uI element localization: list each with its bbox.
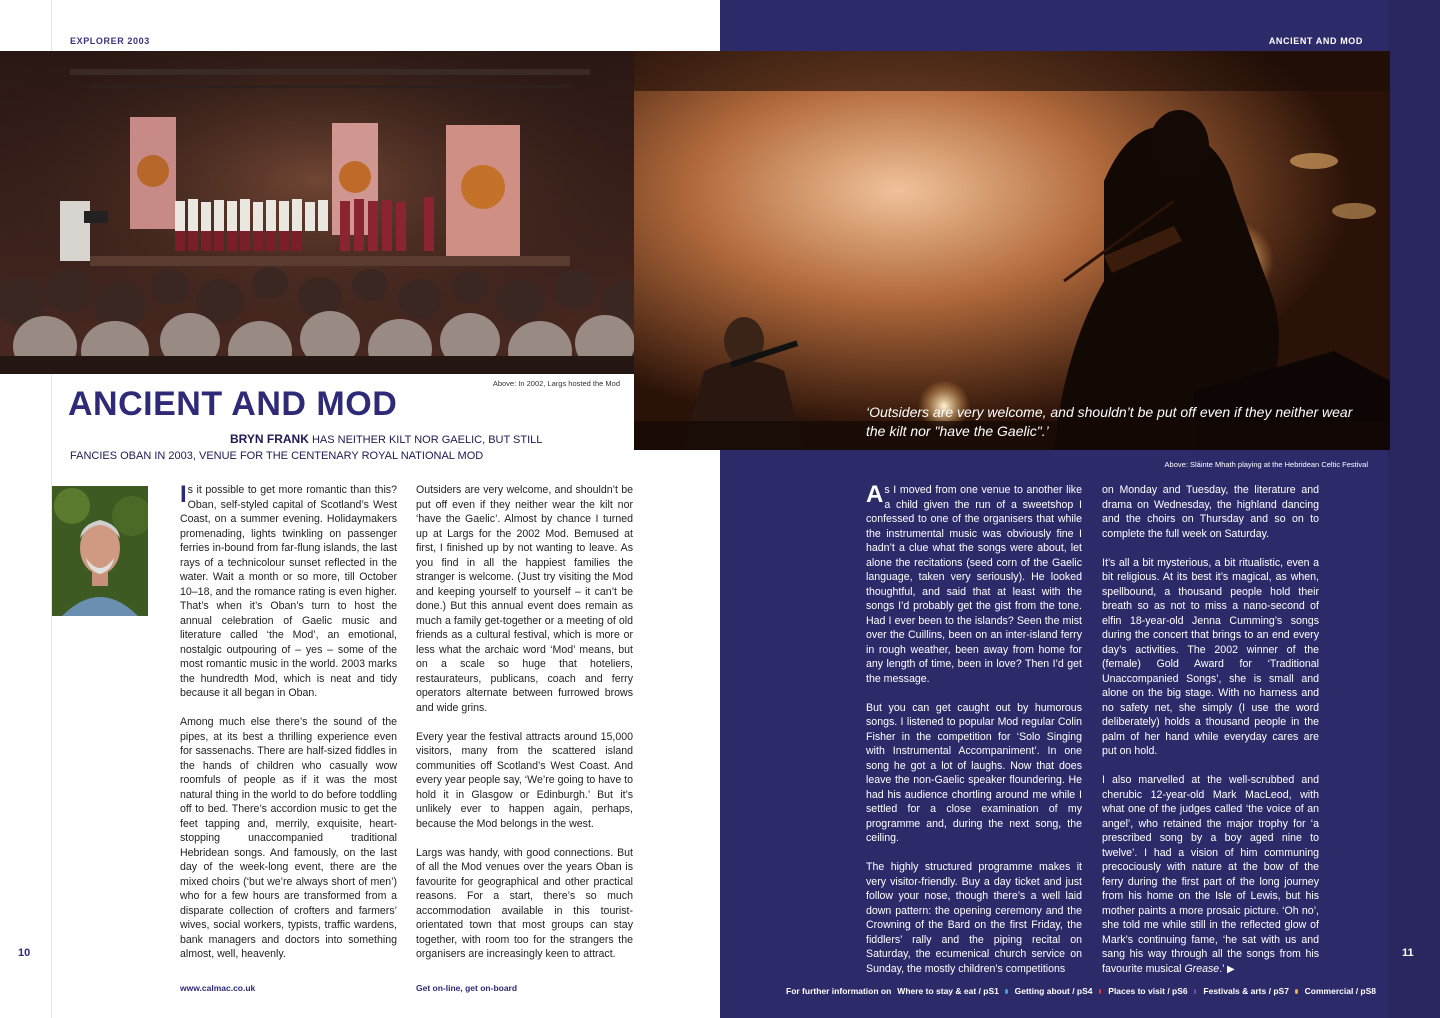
author-portrait [52,486,148,616]
standfirst [70,431,574,464]
fiddler-stage-photo [634,51,1390,450]
article-column-3 [866,483,1082,991]
right-page-edge [1388,0,1440,1018]
paragraph: Outsiders are very welcome, and shouldn’t be put off even if they neither wear the kilt nor ‘have the Gaelic’. Almost by chance I turned up at Largs for the 2002 Mod. Bemused at first, I finished up by not wanting to leave. As you find in all the happiest families the stranger is welcome. (Just try visiting the Mod and keeping yourself to yourself – it can’t be done.) But this annual event does remain as much a family get-together or a meeting of old friends as a cultural festival, which is more or less what the archaic word ‘Mod’ means, but on a scale so huge that hoteliers, restaurateurs, publicans, coach and ferry operators alternate between furrowed brows and wide grins. [416,484,633,714]
page-number-left: 10 [18,947,31,959]
paragraph: As I moved from one venue to another like a child given the run of a sweetshop I confessed to one of the organisers that while the instrumental music was obviously fine I hadn’t a clue what the songs were about, let alone the recitations (seed corn of the Gaelic language, taken very seriously). He looked thoughtful, and said that at least with the songs I’d probably get the gist from the tone. Had I ever been to the islands? Seen the mist over the Cuillins, been on an inter-island ferry in rough weather, been away from home for any length of time, been in love? Then I’d get the message. [866,481,1082,685]
paragraph: Among much else there’s the sound of the pipes, at its best a thrilling experience even for sassenachs. There are half-sized fiddles in the hands of children who casually wow roomfuls of people as if it was the most natural thing in the world to do before toddling off to bed. There’s accordion music to get the feet tapping and, merrily, exquisite, heart-stopping unaccompanied traditional Hebridean songs. And famously, on the last day of the week-long event, there are the mixed choirs (‘but we’re always short of men’) who for a few hours are transformed from a disparate collection of crofters and farmers’ wives, social workers, typists, traffic wardens, bank managers and doctors into something almost, well, heavenly. [180,716,397,960]
paragraph: It’s all a bit mysterious, a bit ritualistic, even a bit religious. At its best it’s magical, as when, spellbound, a thousand people hold their breath so as not to miss a nano-second of elfin 18-year-old Jenna Cumming’s songs during the concert that brings to an end every day’s activities. The 2002 winner of the (female) Gold Award for ‘Traditional Unaccompanied Songs’, she is small and alone on the big stage. With no harness and no safety net, she simply (I use the word deliberately) holds a thousand people in the palm of her hand while everyday cares are put on hold. [1102,556,1319,757]
footer-nav-getting-about[interactable]: Getting about / pS4 [1014,986,1093,996]
photo-caption-left: Above: In 2002, Largs hosted the Mod [492,379,620,388]
drop-cap: I [180,481,187,508]
page-number-right: 11 [1402,947,1414,959]
bullet-icon [1005,989,1008,994]
bullet-icon [1099,989,1102,994]
title-word-and: AND [231,385,307,423]
footer-website-link[interactable]: www.calmac.co.uk [180,983,256,993]
author-name: BRYN FRANK [230,432,309,446]
footer-nav-lead: For further information on [786,986,892,996]
running-header-right: ANCIENT AND MOD [1268,36,1363,46]
title-word-ancient: ANCIENT [68,385,223,423]
article-title [68,385,397,424]
bullet-icon [1295,989,1298,994]
standfirst-text: HAS NEITHER KILT NOR GAELIC, BUT STILL FANCIES OBAN IN 2003, VENUE FOR THE CENTENARY ROYAL NATIONAL MOD [70,434,542,462]
footer-section-nav [786,986,1376,996]
paragraph: I also marvelled at the well-scrubbed and cherubic 12-year-old Mark MacLeod, with what one of the judges called ‘the voice of an angel’, who retained the major trophy for ‘a prescribed song by a boy aged nine to twelve’. I had a vision of him communing precociously with nature at the bow of the ferry during the first part of the long journey from his home on the Isle of Lewis, but his mother paints a more prosaic picture. ‘Oh no’, she told me while still in the reflected glow of Mark’s continuing fame, ‘he sat with us and sang his way through all the songs from his favourite musical Grease.’ ▶ [1102,774,1319,975]
title-word-mod: MOD [316,385,398,423]
paragraph: on Monday and Tuesday, the literature and drama on Wednesday, the highland dancing and the choirs on Thursday and so on to complete the full week on Saturday. [1102,484,1319,540]
drop-cap: A [866,481,884,508]
footer-nav-where-to-stay[interactable]: Where to stay & eat / pS1 [897,986,999,996]
article-column-1 [180,483,397,976]
running-header-left: EXPLORER 2003 [70,36,150,46]
photo-caption-right: Above: Sláinte Mhath playing at the Hebridean Celtic Festival [1164,460,1368,469]
paragraph: Largs was handy, with good connections. But of all the Mod venues over the years Oban is favourite for geographical and other practical reasons. For a start, there’s so much accommodation available in this tourist-orientated town that most groups can stay together, with room too for the strangers the organisers are increasingly keen to attract. [416,846,633,960]
bullet-icon [1194,989,1197,994]
paragraph: The highly structured programme makes it very visitor-friendly. Buy a day ticket and just follow your nose, though there’s a well laid down pattern: the opening ceremony and the Crowning of the Bard on the first Friday, the fiddlers’ rally and the piping recital on Saturday, the ecumenical church service on Sunday, the mostly children’s competitions [866,861,1082,975]
article-column-4 [1102,483,1319,992]
footer-tagline: Get on-line, get on-board [416,983,518,993]
choir-stage-photo [0,51,634,374]
footer-nav-commercial[interactable]: Commercial / pS8 [1304,986,1377,996]
paragraph: Every year the festival attracts around 15,000 visitors, many from the scattered island communities off Scotland’s West Coast. And every year people say, ‘We’re going to have to hold it in Glasgow or Edinburgh.’ But it’s unlikely ever to happen again, perhaps, because the Mod belongs in the west. [416,730,633,830]
article-column-2 [416,483,633,976]
footer-nav-festivals-arts[interactable]: Festivals & arts / pS7 [1203,986,1289,996]
footer-nav-places-to-visit[interactable]: Places to visit / pS6 [1108,986,1188,996]
paragraph: Is it possible to get more romantic than this? Oban, self-styled capital of Scotland’s West Coast, on a summer evening. Holidaymakers promenading, lights twinkling on passenger ferries in-bound from far-flung islands, the last rays of a technicolour sunset reflected in the water. Wait a month or so more, till October 10–18, and the romance rating is even higher. That’s when it’s Oban’s turn to host the annual celebration of Gaelic music and literature called ‘the Mod’, an emotional, nostalgic outpouring of – yes – some of the most romantic music in the world. 2003 marks the hundredth Mod, which is neat and tidy because it all began in Oban. [180,481,397,699]
continue-arrow-icon: ▶ [1227,963,1235,975]
paragraph: But you can get caught out by humorous songs. I listened to popular Mod regular Colin Fisher in the competition for ‘Solo Singing with Instrumental Accompaniment’. In one song he got a lot of laughs. Now that does leave the non-Gaelic speaker floundering. He had his audience chortling around me while I settled for a close examination of my programme and, during the next song, the ceiling. [866,701,1082,844]
pull-quote: ‘Outsiders are very welcome, and shouldn’t be put off even if they neither wear the kilt nor "have the Gaelic".’ [866,404,1353,439]
